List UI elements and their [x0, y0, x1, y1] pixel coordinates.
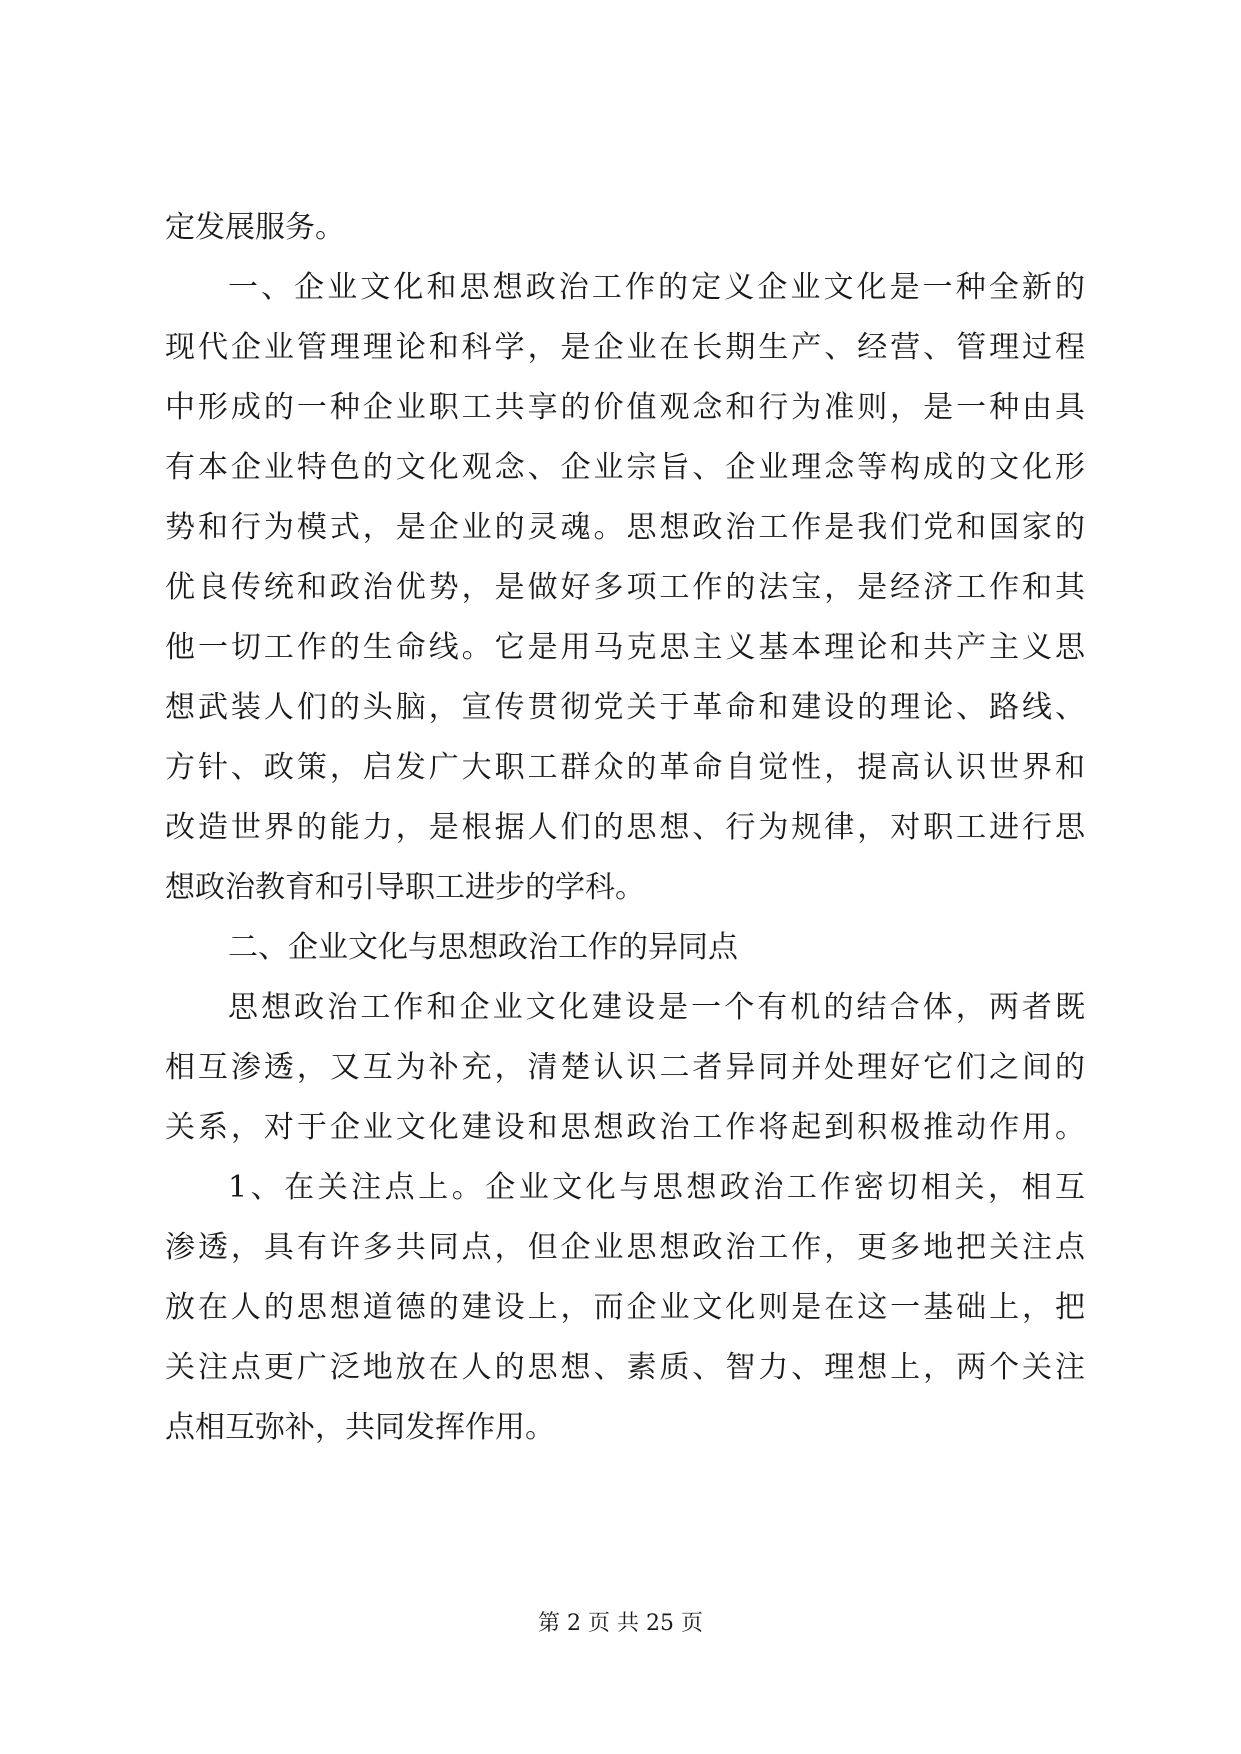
text-line: 改造世界的能力，是根据人们的思想、行为规律，对职工进行思: [165, 810, 1085, 845]
text-line: 关系，对于企业文化建设和思想政治工作将起到积极推动作用。: [165, 1110, 1085, 1145]
text-line: 他一切工作的生命线。它是用马克思主义基本理论和共产主义思: [165, 630, 1085, 665]
text-line: 势和行为模式，是企业的灵魂。思想政治工作是我们党和国家的: [165, 510, 1085, 545]
page-number-footer: 第 2 页 共 25 页: [538, 1611, 703, 1636]
text-line: 相互渗透，又互为补充，清楚认识二者异同并处理好它们之间的: [165, 1050, 1085, 1085]
text-line: 放在人的思想道德的建设上，而企业文化则是在这一基础上，把: [165, 1290, 1085, 1325]
text-line: 定发展服务。: [165, 210, 345, 245]
text-line: 方针、政策，启发广大职工群众的革命自觉性，提高认识世界和: [165, 750, 1085, 785]
text-line: 有本企业特色的文化观念、企业宗旨、企业理念等构成的文化形: [165, 450, 1085, 485]
text-line: 1、在关注点上。企业文化与思想政治工作密切相关，相互: [228, 1170, 1085, 1205]
text-line: 优良传统和政治优势，是做好多项工作的法宝，是经济工作和其: [165, 570, 1085, 605]
text-line: 想武装人们的头脑，宣传贯彻党关于革命和建设的理论、路线、: [165, 690, 1085, 725]
text-line: 思想政治工作和企业文化建设是一个有机的结合体，两者既: [228, 990, 1085, 1025]
text-line: 点相互弥补，共同发挥作用。: [165, 1410, 555, 1445]
text-line: 想政治教育和引导职工进步的学科。: [165, 870, 645, 905]
text-line: 渗透，具有许多共同点，但企业思想政治工作，更多地把关注点: [165, 1230, 1085, 1265]
text-line: 关注点更广泛地放在人的思想、素质、智力、理想上，两个关注: [165, 1350, 1085, 1385]
text-line: 现代企业管理理论和科学，是企业在长期生产、经营、管理过程: [165, 330, 1085, 365]
section-heading: 二、企业文化与思想政治工作的异同点: [228, 930, 738, 965]
text-line: 一、企业文化和思想政治工作的定义企业文化是一种全新的: [228, 270, 1085, 305]
text-line: 中形成的一种企业职工共享的价值观念和行为准则，是一种由具: [165, 390, 1085, 425]
